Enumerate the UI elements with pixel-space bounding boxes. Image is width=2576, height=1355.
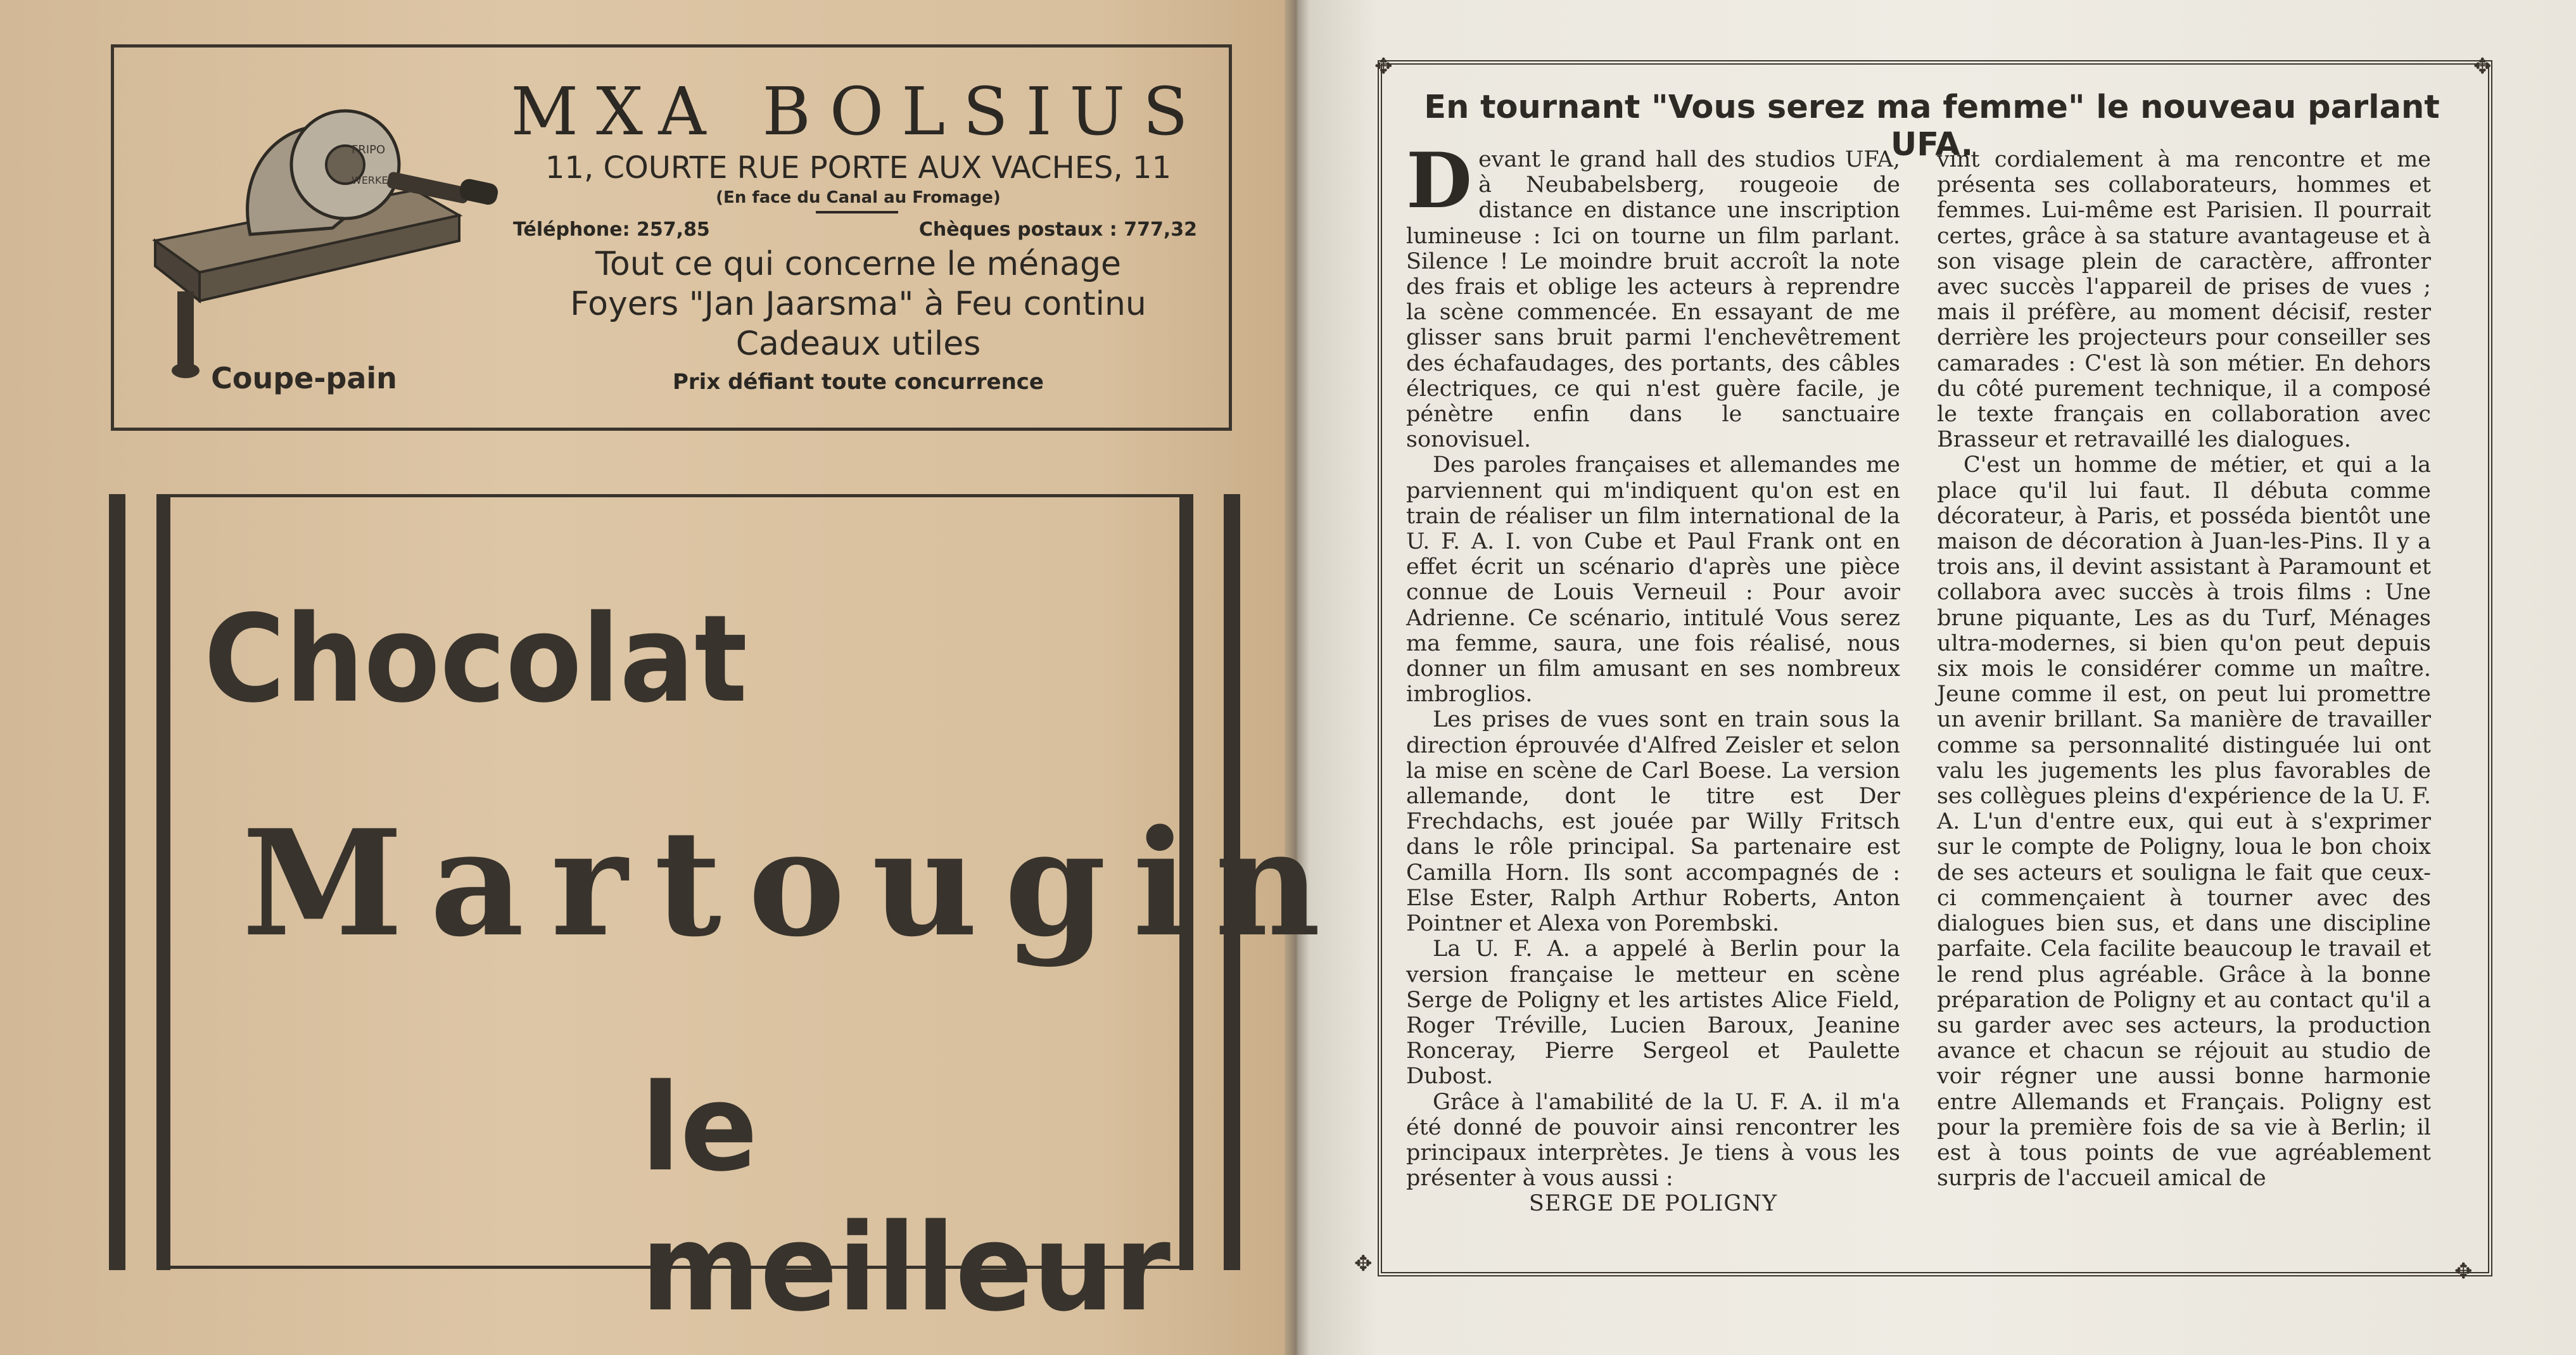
shop-slogan-3: Cadeaux utiles bbox=[735, 325, 981, 363]
chocolate-title: Chocolat bbox=[204, 589, 747, 729]
shop-cheques: Chèques postaux : 777,32 bbox=[918, 219, 1197, 241]
divider bbox=[816, 211, 898, 213]
svg-text:WERKE: WERKE bbox=[352, 174, 388, 186]
chocolate-tagline: le meilleur bbox=[641, 1058, 1171, 1338]
ornament-corner: ✥ bbox=[2454, 1259, 2473, 1284]
shop-name: MXA BOLSIUS bbox=[511, 73, 1206, 150]
ornament-corner: ✥ bbox=[1354, 1251, 1373, 1276]
shop-advertisement bbox=[111, 44, 1232, 431]
paragraph: Grâce à l'amabilité de la U. F. A. il m'a été donné de pouvoir ainsi rencontrer les principaux interprètes. Je tiens à vous les présenter à vous aussi : bbox=[1406, 1089, 1900, 1192]
bread-slicer-illustration bbox=[143, 82, 548, 405]
article-column-1 bbox=[1406, 136, 1900, 1217]
article-signature: SERGE DE POLIGNY bbox=[1528, 1191, 1778, 1217]
image-caption: Coupe-pain bbox=[211, 361, 397, 395]
chocolate-advertisement bbox=[109, 494, 1348, 1338]
border-bar-left-outer bbox=[109, 494, 125, 1270]
chocolate-brand: Martougin bbox=[242, 798, 1348, 969]
border-top bbox=[170, 494, 1179, 497]
paragraph: Des paroles françaises et allemandes me parviennent qui m'indiquent qu'on est en train de réaliser un film international de la U. F. A. I. von Cube et Paul Frank ont en effet écrit un scénario d'après une pièce connue de Louis Verneuil : Pour avoir Adrienne. Ce scénario, intitulé Vous serez ma femme, saura, une fois réalisé, nous donner un film amusant en ses nombreux imbroglios. bbox=[1406, 452, 1900, 708]
shop-slogan-2: Foyers "Jan Jaarsma" à Feu continu bbox=[570, 285, 1146, 323]
paragraph: vint cordialement à ma rencontre et me présenta ses collaborateurs, hommes et femmes. Lui-même est Parisien. Il pourrait certes, grâce à sa stature avantageuse et à son visage plein de caractère, affronter avec succès l'appareil de prises de vues ; mais il préfère, au moment décisif, rester derrière les projecteurs pour conseiller ses camarades : C'est là son métier. En dehors du côté purement technique, il a composé le texte français en collaboration avec Brasseur et retravaillé les dialogues. bbox=[1937, 147, 2431, 453]
shop-subaddress: (En face du Canal au Fromage) bbox=[716, 188, 1001, 207]
paragraph: C'est un homme de métier, et qui a la place qu'il lui faut. Il débuta comme décorateur, à Paris, et posséda bientôt une maison de décoration à Juan-les-Pins. Il y a trois ans, il devint assistant à Paramount et collabora avec succès à trois films : Une brune piquante, Les as du Turf, Ménages ultra-modernes, si bien qu'on peut depuis six mois le considérer comme un maître. Jeune comme il est, on peut lui promettre un avenir brillant. Sa manière de travailler comme sa personnalité distinguée lui ont valu les jugements les plus favorables de ses collègues pleins d'expérience de la U. F. A. L'un d'entre eux, qui eut à s'exprimer sur le compte de Poligny, loua le bon choix de ses acteurs et souligna le fait que ceux-ci commençaient à tourner avec des dialogues bien sus, et dans une discipline parfaite. Cela facilite beaucoup le travail et le rend plus agréable. Grâce à la bonne préparation de Poligny et au contact qu'il a su garder avec ses acteurs, la production avance et chacun se réjouit au studio de voir régner une aussi bonne harmonie entre Allemands et Français. Poligny est pour la première fois de sa vie à Berlin; il est à tous points de vue agréablement surpris de l'accueil amical de bbox=[1937, 452, 2431, 1192]
shop-address: 11, COURTE RUE PORTE AUX VACHES, 11 bbox=[545, 150, 1172, 186]
ornament-corner: ✥ bbox=[2473, 54, 2492, 79]
paragraph: La U. F. A. a appelé à Berlin pour la version française le metteur en scène Serge de Poligny et les artistes Alice Field, Roger Tréville, Lucien Baroux, Jeanine Ronceray, Pierre Sergeol et Paulette Dubost. bbox=[1406, 936, 1900, 1090]
drop-cap: D bbox=[1406, 136, 1473, 226]
book-gutter bbox=[1285, 0, 1310, 1355]
shop-phone: Téléphone: 257,85 bbox=[513, 219, 710, 241]
paragraph: Les prises de vues sont en train sous la direction éprouvée d'Alfred Zeisler et selon la mise en scène de Carl Boese. La version allemande, dont le titre est Der Frechdachs, est jouée par Willy Fritsch dans le rôle principal. Sa partenaire est Camilla Horn. Ils sont accompagnés de : Else Ester, Ralph Arthur Roberts, Anton Pointner et Alexa von Porembski. bbox=[1406, 707, 1900, 937]
shop-slogan-1: Tout ce qui concerne le ménage bbox=[595, 245, 1121, 283]
paragraph: evant le grand hall des studios UFA, à Neubabelsberg, rougeoie de distance en distance une inscription lumineuse : Ici on tourne un film parlant. Silence ! Le moindre bruit accroît la note des frais et oblige les acteurs à reprendre la scène commencée. En essayant de me glisser sans bruit parmi l'enchevêtrement des échafaudages, des portants, des câbles électriques, ce qui n'est guère facile, je pénètre enfin dans le sanctuaire sonovisuel. bbox=[1406, 147, 1900, 453]
article-headline: En tournant "Vous serez ma femme" le nouveau parlant UFA. bbox=[1424, 89, 2440, 163]
ornament-corner: ✥ bbox=[1374, 54, 1393, 79]
machine-brand-text: FRIPO bbox=[352, 143, 386, 156]
article-column-2 bbox=[1937, 147, 2431, 1191]
border-bar-left-inner bbox=[156, 494, 170, 1270]
shop-promo: Prix défiant toute concurrence bbox=[672, 369, 1044, 395]
